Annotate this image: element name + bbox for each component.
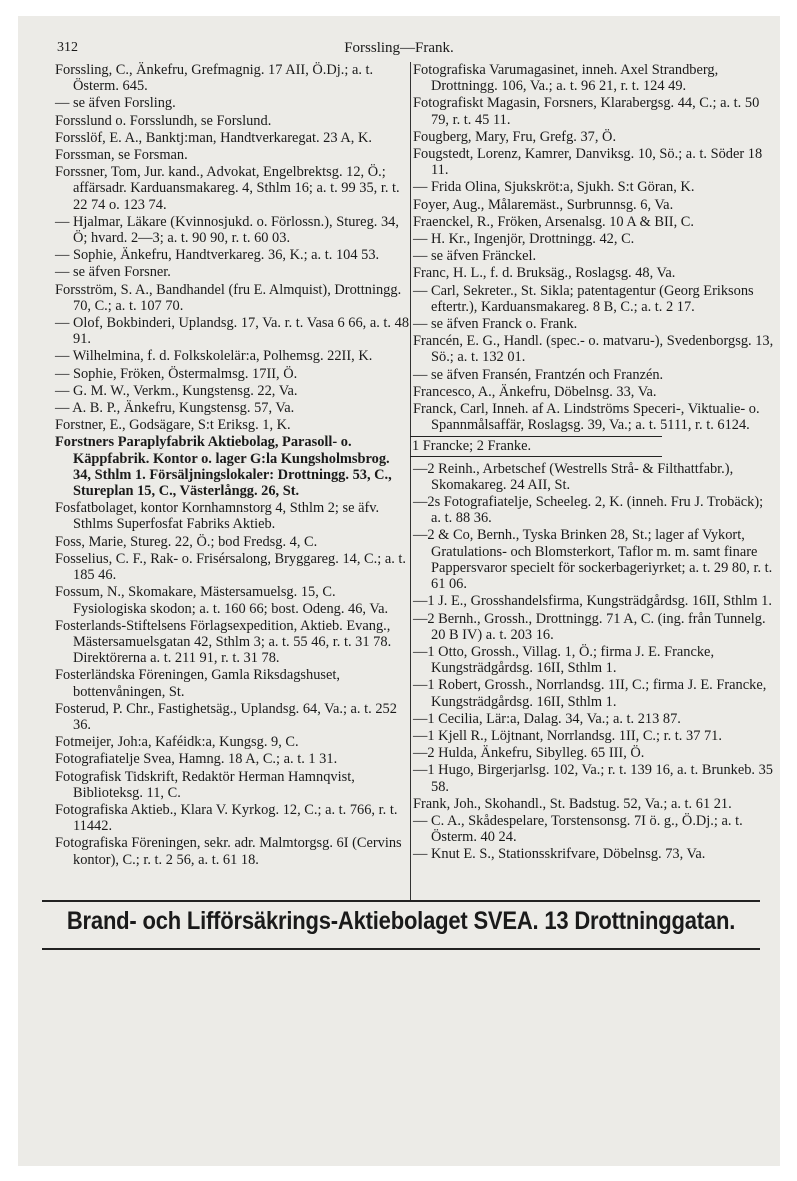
directory-entry: — se äfven Franck o. Frank. [413, 316, 578, 333]
directory-entry: Fotografisk Tidskrift, Redaktör Herman Hamnqvist, Biblioteksg. 11, C. [55, 768, 355, 801]
directory-entry: Franck, Carl, Inneh. af A. Lindströms Speceri-, Viktualie- o. Spannmålsaffär, Roslagsg. 39, Va.; a. t. 5111, r. t. 6124. [413, 401, 760, 434]
directory-entry: —2 & Co, Bernh., Tyska Brinken 28, St.; lager af Vykort, Gratulations- och Blomsterkort, Taflor m. m. samt finare Pappersvaror specielt för sockerbageriyrket; a. t. 29 80, r. t. 61 06. [413, 527, 773, 593]
directory-entry: — Hjalmar, Läkare (Kvinnosjukd. o. Förlossn.), Stureg. 34, Ö; hvard. 2—3; a. t. 90 90, r. t. 60 03. [55, 213, 399, 247]
directory-entry: — Sophie, Änkefru, Handtverkareg. 36, K.; a. t. 104 53. [55, 247, 380, 264]
section-subheading: 1 Francke; 2 Franke. [410, 436, 662, 456]
directory-entry: Frank, Joh., Skohandl., St. Badstug. 52, Va.; a. t. 61 21. [413, 795, 732, 812]
directory-entry: — A. B. P., Änkefru, Kungstensg. 57, Va. [55, 400, 295, 417]
directory-entry: — C. A., Skådespelare, Torstensonsg. 7I ö. g., Ö.Dj.; a. t. Österm. 40 24. [413, 812, 743, 846]
directory-entry: Fotografiska Varumagasinet, inneh. Axel Strandberg, Drottningg. 106, Va.; a. t. 96 21, r. t. 124 49. [413, 62, 719, 95]
directory-entry: —1 J. E., Grosshandelsfirma, Kungsträdgårdsg. 16II, Sthlm 1. [413, 593, 772, 610]
directory-entry: — Olof, Bokbinderi, Uplandsg. 17, Va. r. t. Vasa 6 66, a. t. 48 91. [55, 315, 410, 348]
directory-entry: Forssman, se Forsman. [55, 147, 188, 164]
directory-entry: Forssling, C., Änkefru, Grefmagnig. 17 AII, Ö.Dj.; a. t. Österm. 645. [55, 62, 374, 95]
directory-entry: Forsslund o. Forsslundh, se Forslund. [55, 112, 272, 129]
directory-entry: Francén, E. G., Handl. (spec.- o. matvaru-), Svedenborgsg. 13, Sö.; a. t. 132 01. [413, 333, 774, 366]
directory-entry: — H. Kr., Ingenjör, Drottningg. 42, C. [413, 231, 635, 248]
footer-advert: Brand- och Lifförsäkrings-Aktiebolaget SVEA. 13 Drottninggatan. [66, 906, 736, 935]
directory-entry: —1 Otto, Grossh., Villag. 1, Ö.; firma J. E. Francke, Kungsträdgårdsg. 16II, Sthlm 1. [413, 643, 715, 677]
directory-entry: — se äfven Fränckel. [413, 248, 537, 265]
directory-entry: — se äfven Forsner. [55, 264, 171, 281]
left-column [55, 62, 411, 869]
directory-entry: —1 Hugo, Birgerjarlsg. 102, Va.; r. t. 139 16, a. t. Brunkeb. 35 58. [413, 762, 774, 795]
directory-entry: Francesco, A., Änkefru, Döbelnsg. 33, Va. [413, 383, 657, 400]
directory-entry: — Sophie, Fröken, Östermalmsg. 17II, Ö. [55, 365, 298, 382]
column-divider [410, 62, 411, 900]
directory-entry: Fosterlands-Stiftelsens Förlagsexpedition, Aktieb. Evang., Mästersamuelsgatan 42, Sthlm 3; a. t. 55 46, r. t. 31 78. Direktörerna a. t. 211 91, r. t. 31 78. [55, 617, 392, 667]
directory-page [18, 16, 780, 1166]
directory-entry: —2 Bernh., Grossh., Drottningg. 71 A, C. (ing. från Tunnelg. 20 B IV) a. t. 203 16. [413, 610, 766, 643]
directory-entry: Fotografiatelje Svea, Hamng. 18 A, C.; a. t. 1 31. [55, 751, 338, 768]
directory-entry: Forstner, E., Godsägare, S:t Eriksg. 1, K. [55, 417, 291, 434]
directory-entry: Fotografiska Föreningen, sekr. adr. Malmtorgsg. 6I (Cervins kontor), C.; r. t. 2 56, a. t. 61 18. [55, 835, 402, 868]
directory-entry-bold: Forstners Paraplyfabrik Aktiebolag, Parasoll- o. Käppfabrik. Kontor o. lager G:la Kungsholmsbrog. 34, Sthlm 1. Försäljningslokaler: Drottningg. 53, C., Stureplan 15, C., Västerlångg. 26, St. [55, 434, 392, 500]
directory-entry: Fotografiska Aktieb., Klara V. Kyrkog. 12, C.; a. t. 766, r. t. 11442. [55, 801, 398, 835]
directory-entry: Fossum, N., Skomakare, Mästersamuelsg. 15, C. Fysiologiska skodon; a. t. 160 66; bost. Odeng. 46, Va. [55, 584, 389, 617]
footer-rule-bottom [42, 948, 760, 950]
directory-entry: — Knut E. S., Stationsskrifvare, Döbelnsg. 73, Va. [413, 846, 706, 863]
directory-entry: Fraenckel, R., Fröken, Arsenalsg. 10 A & BII, C. [413, 213, 694, 230]
directory-entry: Fosterländska Föreningen, Gamla Riksdagshuset, bottenvåningen, St. [55, 667, 340, 700]
directory-entry: Foyer, Aug., Målaremäst., Surbrunnsg. 6, Va. [413, 196, 674, 213]
directory-entry: — se äfven Forsling. [55, 95, 176, 112]
directory-entry: — se äfven Fransén, Frantzén och Franzén. [413, 366, 664, 383]
directory-entry: Fosselius, C. F., Rak- o. Frisérsalong, Bryggareg. 14, C.; a. t. 185 46. [55, 550, 407, 584]
directory-entry: Forsström, S. A., Bandhandel (fru E. Almquist), Drottningg. 70, C.; a. t. 107 70. [55, 281, 402, 314]
directory-entry: — Carl, Sekreter., St. Sikla; patentagentur (Georg Eriksons eftertr.), Karduansmakareg. 8 B, C.; a. t. 2 17. [413, 282, 754, 315]
running-title: Forssling—Frank. [344, 40, 454, 56]
directory-entry: Forssner, Tom, Jur. kand., Advokat, Engelbrektsg. 12, Ö.; affärsadr. Karduansmakareg. 4, Sthlm 16; a. t. 99 35, r. t. 22 74 o. 123 74. [55, 164, 400, 213]
directory-entry: Fotmeijer, Joh:a, Kaféidk:a, Kungsg. 9, C. [55, 734, 299, 751]
directory-entry: —2s Fotografiatelje, Scheeleg. 2, K. (inneh. Fru J. Trobäck); a. t. 88 36. [413, 494, 764, 527]
right-column [413, 62, 775, 864]
directory-entry: Fosterud, P. Chr., Fastighetsäg., Uplandsg. 64, Va.; a. t. 252 36. [55, 700, 397, 733]
directory-entry: Foss, Marie, Stureg. 22, Ö.; bod Fredsg. 4, C. [55, 533, 318, 550]
directory-entry: — G. M. W., Verkm., Kungstensg. 22, Va. [55, 382, 298, 399]
directory-entry: Fotografiskt Magasin, Forsners, Klarabergsg. 44, C.; a. t. 50 79, r. t. 45 11. [413, 95, 760, 128]
directory-entry: —1 Kjell R., Löjtnant, Norrlandsg. 1II, C.; r. t. 37 71. [413, 727, 722, 744]
directory-entry: Fougstedt, Lorenz, Kamrer, Danviksg. 10, Sö.; a. t. Söder 18 11. [413, 146, 763, 179]
page-number: 312 [57, 40, 78, 55]
footer-rule-top [42, 900, 760, 902]
directory-entry: Fougberg, Mary, Fru, Grefg. 37, Ö. [413, 128, 617, 145]
directory-entry: — Frida Olina, Sjukskröt:a, Sjukh. S:t Göran, K. [413, 179, 695, 196]
directory-entry: Franc, H. L., f. d. Bruksäg., Roslagsg. 48, Va. [413, 265, 676, 282]
directory-entry: —1 Cecilia, Lär:a, Dalag. 34, Va.; a. t. 213 87. [413, 710, 681, 727]
directory-entry: Fosfatbolaget, kontor Kornhamnstorg 4, Sthlm 2; se äfv. Sthlms Superfosfat Fabriks Aktieb. [55, 500, 380, 533]
directory-entry: —1 Robert, Grossh., Norrlandsg. 1II, C.; firma J. E. Francke, Kungsträdgårdsg. 16II, Sthlm 1. [413, 677, 767, 710]
directory-entry: —2 Reinh., Arbetschef (Westrells Strå- & Filthattfabr.), Skomakareg. 24 AII, St. [413, 460, 734, 493]
directory-entry: Forsslöf, E. A., Banktj:man, Handtverkaregat. 23 A, K. [55, 129, 372, 146]
directory-entry: —2 Hulda, Änkefru, Sibylleg. 65 III, Ö. [413, 745, 645, 762]
directory-entry: — Wilhelmina, f. d. Folkskolelär:a, Polhemsg. 22II, K. [55, 348, 373, 365]
